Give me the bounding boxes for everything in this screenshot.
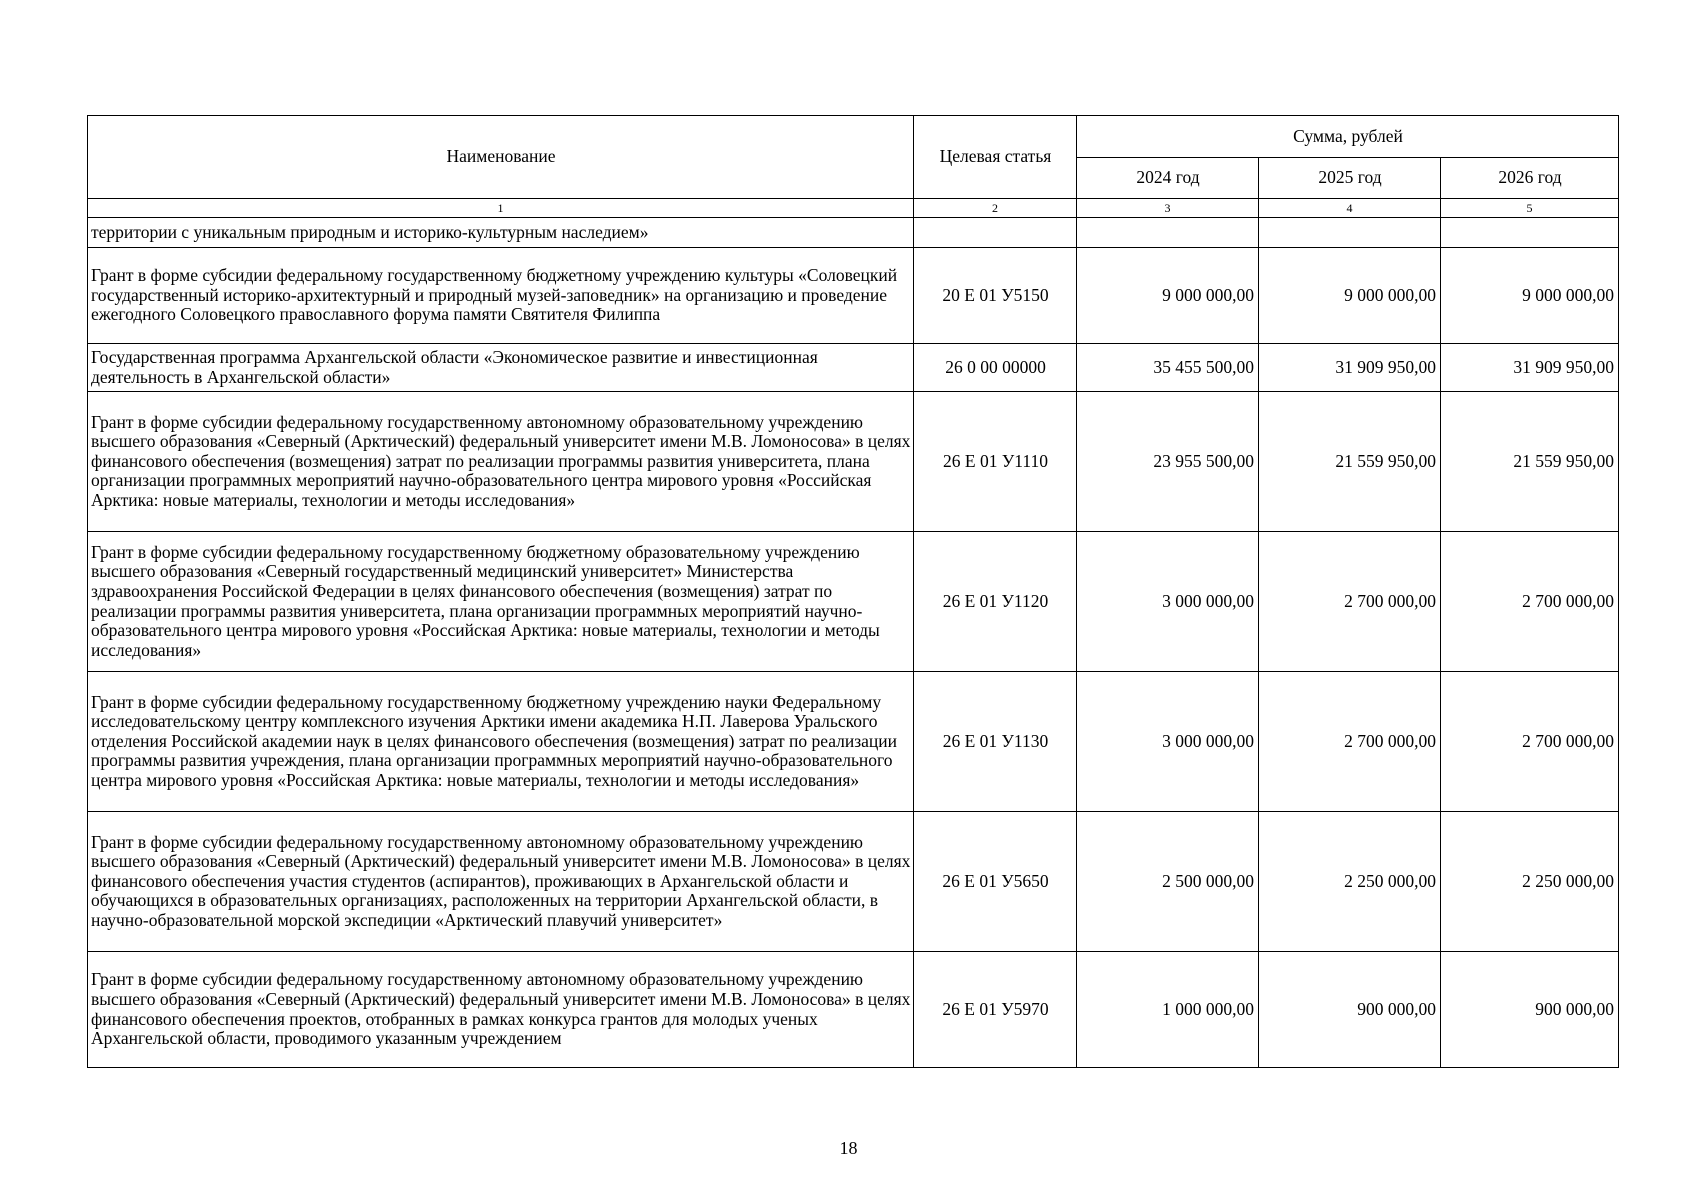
header-year-2025: 2025 год <box>1259 158 1441 199</box>
table-row <box>88 218 1619 248</box>
row-name: Грант в форме субсидии федеральному государственному бюджетному учреждению науки Федеральному исследовательскому центру комплексного изучения Арктики имени академика Н.П. Лаверова Уральского отделения Российской академии наук в целях финансового обеспечения (возмещения) затрат по реализации программы развития учреждения, плана организации программных мероприятий научно-образовательного центра мирового уровня «Российская Арктика: новые материалы, технологии и методы исследования» <box>88 672 914 812</box>
row-sum-2024: 1 000 000,00 <box>1077 952 1259 1068</box>
table-row <box>88 812 1619 952</box>
row-sum-2026: 2 700 000,00 <box>1441 672 1619 812</box>
table-row <box>88 952 1619 1068</box>
row-target-article: 26 Е 01 У1130 <box>914 672 1077 812</box>
column-number-3: 3 <box>1077 199 1259 218</box>
table-row <box>88 532 1619 672</box>
row-name: территории с уникальным природным и историко-культурным наследием» <box>88 218 914 248</box>
table-row <box>88 392 1619 532</box>
row-sum-2024: 3 000 000,00 <box>1077 532 1259 672</box>
column-number-2: 2 <box>914 199 1077 218</box>
row-target-article: 26 Е 01 У1110 <box>914 392 1077 532</box>
row-name: Государственная программа Архангельской области «Экономическое развитие и инвестиционная деятельность в Архангельской области» <box>88 344 914 392</box>
row-sum-2025: 2 700 000,00 <box>1259 672 1441 812</box>
header-year-2024: 2024 год <box>1077 158 1259 199</box>
row-sum-2024: 35 455 500,00 <box>1077 344 1259 392</box>
budget-table <box>87 115 1619 1068</box>
row-sum-2026: 21 559 950,00 <box>1441 392 1619 532</box>
row-sum-2025 <box>1259 218 1441 248</box>
row-sum-2025: 900 000,00 <box>1259 952 1441 1068</box>
row-target-article <box>914 218 1077 248</box>
row-sum-2026: 900 000,00 <box>1441 952 1619 1068</box>
row-sum-2026 <box>1441 218 1619 248</box>
table-row <box>88 672 1619 812</box>
row-sum-2026: 2 250 000,00 <box>1441 812 1619 952</box>
row-name: Грант в форме субсидии федеральному государственному бюджетному учреждению культуры «Соловецкий государственный историко-архитектурный и природный музей-заповедник» на организацию и проведение ежегодного Соловецкого православного форума памяти Святителя Филиппа <box>88 248 914 344</box>
header-target-article: Целевая статья <box>914 116 1077 199</box>
row-sum-2024: 9 000 000,00 <box>1077 248 1259 344</box>
row-name: Грант в форме субсидии федеральному государственному автономному образовательному учреждению высшего образования «Северный (Арктический) федеральный университет имени М.В. Ломоносова» в целях финансового обеспечения участия студентов (аспирантов), проживающих в Архангельской области и обучающихся в образовательных организациях, расположенных на территории Архангельской области, в научно-образовательной морской экспедиции «Арктический плавучий университет» <box>88 812 914 952</box>
row-sum-2026: 31 909 950,00 <box>1441 344 1619 392</box>
column-number-row <box>88 199 1619 218</box>
table-row <box>88 248 1619 344</box>
header-row-1 <box>88 116 1619 158</box>
header-sum: Сумма, рублей <box>1077 116 1619 158</box>
column-number-1: 1 <box>88 199 914 218</box>
row-target-article: 26 0 00 00000 <box>914 344 1077 392</box>
table-row <box>88 344 1619 392</box>
row-sum-2025: 2 700 000,00 <box>1259 532 1441 672</box>
row-name: Грант в форме субсидии федеральному государственному автономному образовательному учреждению высшего образования «Северный (Арктический) федеральный университет имени М.В. Ломоносова» в целях финансового обеспечения проектов, отобранных в рамках конкурса грантов для молодых ученых Архангельской области, проводимого указанным учреждением <box>88 952 914 1068</box>
row-sum-2025: 9 000 000,00 <box>1259 248 1441 344</box>
row-name: Грант в форме субсидии федеральному государственному бюджетному образовательному учреждению высшего образования «Северный государственный медицинский университет» Министерства здравоохранения Российской Федерации в целях финансового обеспечения (возмещения) затрат по реализации программы развития университета, плана организации программных мероприятий научно-образовательного центра мирового уровня «Российская Арктика: новые материалы, технологии и методы исследования» <box>88 532 914 672</box>
row-target-article: 26 Е 01 У1120 <box>914 532 1077 672</box>
header-year-2026: 2026 год <box>1441 158 1619 199</box>
row-sum-2025: 2 250 000,00 <box>1259 812 1441 952</box>
row-sum-2024: 23 955 500,00 <box>1077 392 1259 532</box>
row-target-article: 26 Е 01 У5970 <box>914 952 1077 1068</box>
row-sum-2026: 9 000 000,00 <box>1441 248 1619 344</box>
row-sum-2024: 2 500 000,00 <box>1077 812 1259 952</box>
row-sum-2024 <box>1077 218 1259 248</box>
row-sum-2026: 2 700 000,00 <box>1441 532 1619 672</box>
header-name: Наименование <box>88 116 914 199</box>
column-number-5: 5 <box>1441 199 1619 218</box>
row-sum-2025: 31 909 950,00 <box>1259 344 1441 392</box>
column-number-4: 4 <box>1259 199 1441 218</box>
row-target-article: 26 Е 01 У5650 <box>914 812 1077 952</box>
row-target-article: 20 Е 01 У5150 <box>914 248 1077 344</box>
page-number: 18 <box>839 1138 858 1158</box>
row-sum-2025: 21 559 950,00 <box>1259 392 1441 532</box>
row-sum-2024: 3 000 000,00 <box>1077 672 1259 812</box>
row-name: Грант в форме субсидии федеральному государственному автономному образовательному учреждению высшего образования «Северный (Арктический) федеральный университет имени М.В. Ломоносова» в целях финансового обеспечения (возмещения) затрат по реализации программы развития университета, плана организации программных мероприятий научно-образовательного центра мирового уровня «Российская Арктика: новые материалы, технологии и методы исследования» <box>88 392 914 532</box>
